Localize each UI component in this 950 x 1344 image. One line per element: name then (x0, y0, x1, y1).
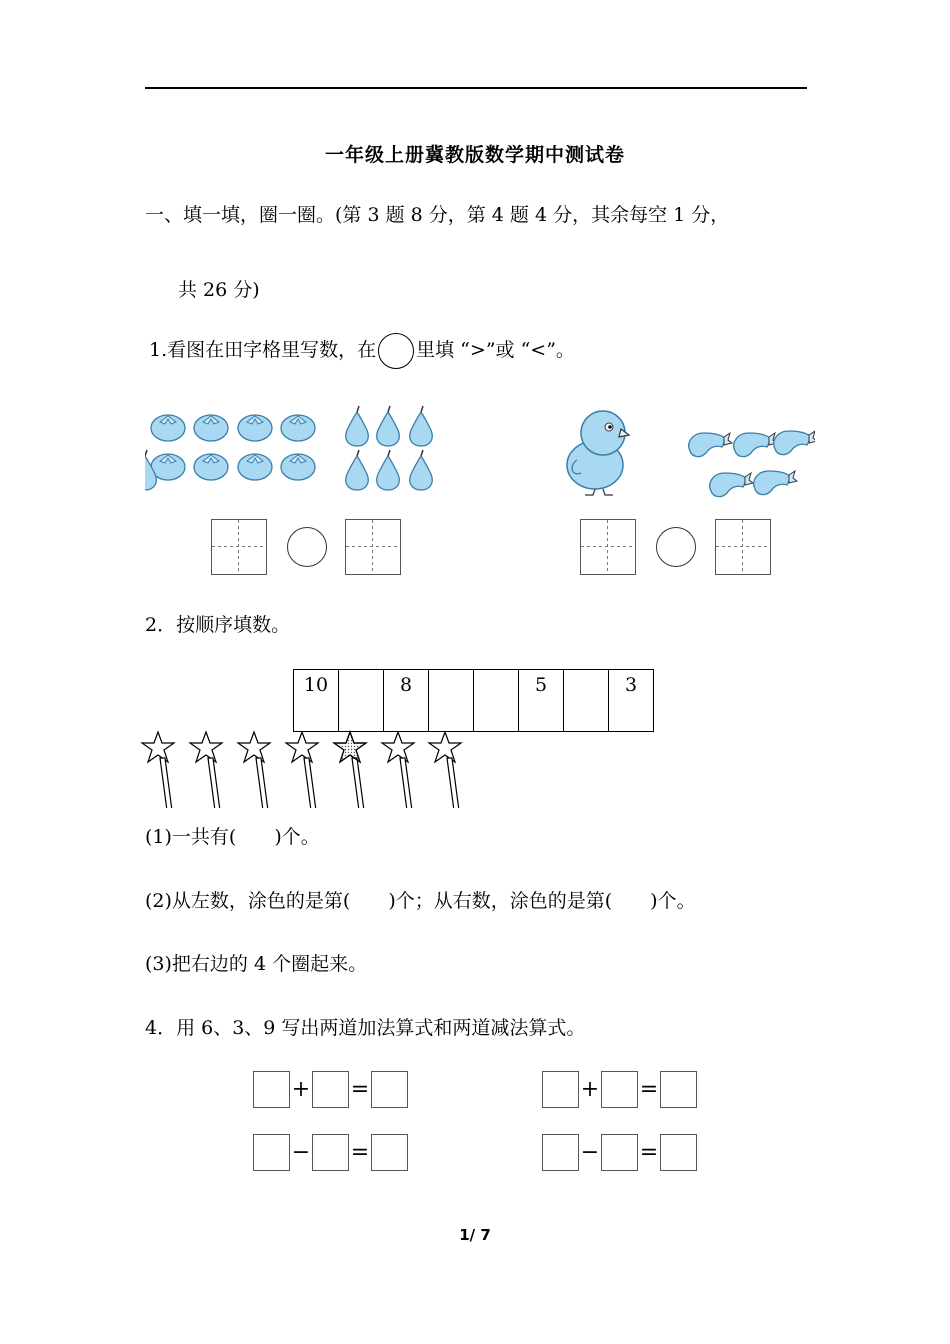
sequence-cell[interactable]: 3 (609, 670, 654, 732)
answer-grid-box[interactable] (211, 519, 267, 575)
subtraction-equation (542, 1134, 697, 1171)
star-wand-icon[interactable] (142, 732, 174, 808)
chick-eggplants-picture (555, 405, 815, 500)
tomatoes-pears-picture (145, 400, 455, 495)
sequence-table (293, 669, 654, 732)
tomato-icon (194, 415, 228, 441)
equation-box[interactable] (312, 1134, 349, 1171)
pear-icon (377, 450, 400, 490)
answer-grid-box[interactable] (345, 519, 401, 575)
star-wand-icon[interactable] (238, 732, 270, 808)
answer-grid-box[interactable] (715, 519, 771, 575)
equals-sign: = (350, 1140, 370, 1165)
plus-sign: + (291, 1077, 311, 1102)
sequence-cell[interactable]: 8 (384, 670, 429, 732)
pear-icon (410, 406, 433, 446)
eggplant-icon (734, 433, 777, 457)
equals-sign: = (639, 1140, 659, 1165)
equation-box[interactable] (253, 1134, 290, 1171)
sequence-cell[interactable] (474, 670, 519, 732)
star-wand-icon[interactable] (286, 732, 318, 808)
tomato-icon (238, 415, 272, 441)
compare-circle[interactable] (656, 527, 696, 567)
pear-icon (346, 406, 369, 446)
equation-box[interactable] (312, 1071, 349, 1108)
section1-heading: 一、填一填，圈一圈。(第 3 题 8 分，第 4 题 4 分，其余每空 1 分， (145, 204, 730, 226)
sequence-cell[interactable] (339, 670, 384, 732)
eggplant-icon (754, 471, 797, 495)
eggplant-icon (689, 433, 732, 457)
star-wand-icon[interactable] (382, 732, 414, 808)
q2-sub2: (2)从左数，涂色的是第( )个；从右数，涂色的是第( )个。 (145, 890, 696, 912)
q2-sub3: (3)把右边的 4 个圈起来。 (145, 953, 368, 975)
inline-circle-icon (378, 333, 414, 369)
equation-box[interactable] (601, 1134, 638, 1171)
equals-sign: = (350, 1077, 370, 1102)
star-wand-icon[interactable] (190, 732, 222, 808)
equation-box[interactable] (660, 1134, 697, 1171)
subtraction-equation (253, 1134, 408, 1171)
eggplant-icon (710, 473, 753, 497)
q2-instruction: 2．按顺序填数。 (145, 614, 291, 636)
sequence-cell[interactable] (429, 670, 474, 732)
star-wand-icon[interactable] (429, 732, 461, 808)
q1-instruction (149, 333, 575, 369)
equation-box[interactable] (601, 1071, 638, 1108)
tomato-icon (281, 415, 315, 441)
sequence-cell[interactable] (564, 670, 609, 732)
pear-icon (410, 450, 433, 490)
equation-box[interactable] (371, 1071, 408, 1108)
eggplant-icon (774, 431, 815, 455)
addition-equation (253, 1071, 408, 1108)
equation-box[interactable] (371, 1134, 408, 1171)
minus-sign: − (580, 1140, 600, 1165)
answer-grid-box[interactable] (580, 519, 636, 575)
sequence-cell[interactable]: 10 (294, 670, 339, 732)
equation-box[interactable] (542, 1071, 579, 1108)
tomato-icon (151, 415, 185, 441)
pear-icon (377, 406, 400, 446)
shaded-star-wand-icon[interactable] (334, 732, 366, 808)
equals-sign: = (639, 1077, 659, 1102)
equation-box[interactable] (542, 1134, 579, 1171)
star-wands-picture (138, 730, 478, 808)
page-number: 1/ 7 (459, 1226, 491, 1244)
equation-box[interactable] (660, 1071, 697, 1108)
q1-text-after: 里填 “>”或 “<”。 (416, 339, 575, 361)
tomato-icon (194, 454, 228, 480)
chick-icon (567, 411, 629, 495)
tomato-icon (281, 454, 315, 480)
q4-instruction: 4．用 6、3、9 写出两道加法算式和两道减法算式。 (145, 1017, 586, 1039)
tomato-icon (238, 454, 272, 480)
page-title: 一年级上册冀教版数学期中测试卷 (324, 144, 625, 166)
sequence-cell[interactable]: 5 (519, 670, 564, 732)
q2-sub1: (1)一共有( )个。 (145, 826, 320, 848)
minus-sign: − (291, 1140, 311, 1165)
plus-sign: + (580, 1077, 600, 1102)
equation-box[interactable] (253, 1071, 290, 1108)
addition-equation (542, 1071, 697, 1108)
pear-icon (346, 450, 369, 490)
compare-circle[interactable] (287, 527, 327, 567)
q1-text-before: 1.看图在田字格里写数，在 (149, 339, 377, 361)
top-rule (145, 87, 807, 89)
section1-heading-cont: 共 26 分) (178, 279, 260, 301)
